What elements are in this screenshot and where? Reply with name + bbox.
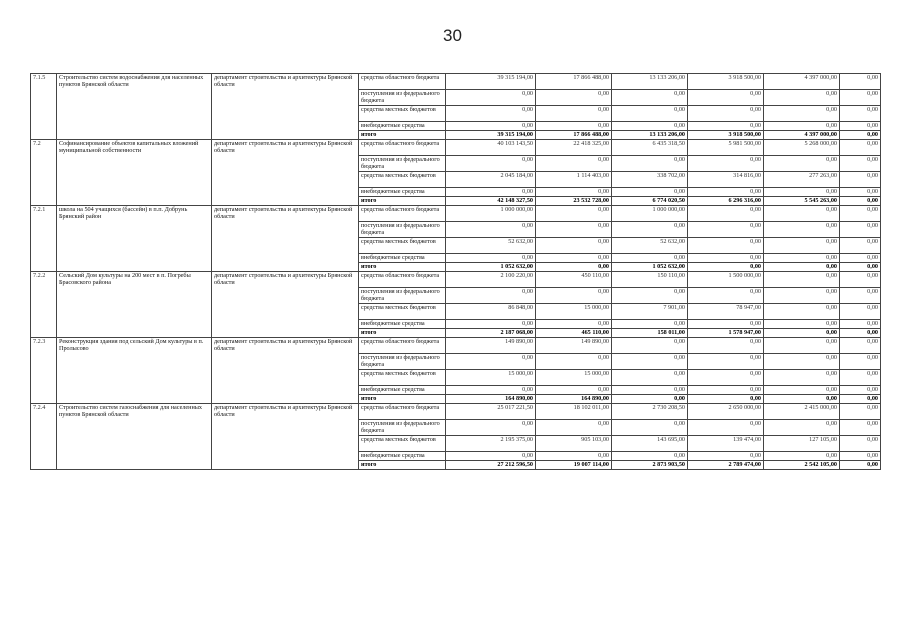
amount-cell: 1 052 632,00 [446, 263, 536, 272]
funding-source: внебюджетные средства [359, 122, 446, 131]
amount-cell: 2 789 474,00 [688, 461, 764, 470]
funding-source: средства областного бюджета [359, 140, 446, 156]
responsible-department: департамент строительства и архитектуры Брянской области [212, 404, 359, 470]
amount-cell: 0,00 [764, 329, 840, 338]
amount-cell: 0,00 [446, 106, 536, 122]
amount-cell: 0,00 [688, 122, 764, 131]
funding-source: средства местных бюджетов [359, 238, 446, 254]
amount-cell: 0,00 [446, 188, 536, 197]
funding-source: средства областного бюджета [359, 272, 446, 288]
amount-cell: 0,00 [612, 156, 688, 172]
amount-cell: 0,00 [688, 420, 764, 436]
funding-source: внебюджетные средства [359, 254, 446, 263]
amount-cell: 86 848,00 [446, 304, 536, 320]
amount-cell: 0,00 [764, 206, 840, 222]
funding-source: средства областного бюджета [359, 74, 446, 90]
amount-cell: 17 866 488,00 [536, 131, 612, 140]
funding-source: внебюджетные средства [359, 320, 446, 329]
amount-cell: 0,00 [536, 386, 612, 395]
amount-cell: 0,00 [764, 263, 840, 272]
project-name: Строительство систем водоснабжения для населенных пунктов Брянской области [57, 74, 212, 140]
amount-cell: 0,00 [536, 156, 612, 172]
amount-cell: 2 415 000,00 [764, 404, 840, 420]
amount-cell: 0,00 [612, 338, 688, 354]
amount-cell: 164 890,00 [536, 395, 612, 404]
amount-cell: 0,00 [688, 395, 764, 404]
amount-cell: 0,00 [536, 206, 612, 222]
amount-cell: 0,00 [688, 320, 764, 329]
amount-cell: 0,00 [840, 172, 881, 188]
amount-cell: 15 000,00 [536, 304, 612, 320]
amount-cell: 0,00 [536, 122, 612, 131]
project-name: Сельский Дом культуры на 200 мест в п. Погребы Брасовского района [57, 272, 212, 338]
amount-cell: 0,00 [840, 452, 881, 461]
amount-cell: 0,00 [764, 188, 840, 197]
amount-cell: 0,00 [840, 263, 881, 272]
amount-cell: 0,00 [612, 452, 688, 461]
amount-cell: 0,00 [764, 238, 840, 254]
amount-cell: 0,00 [446, 452, 536, 461]
amount-cell: 40 103 143,50 [446, 140, 536, 156]
amount-cell: 0,00 [764, 222, 840, 238]
amount-cell: 0,00 [840, 206, 881, 222]
amount-cell: 0,00 [612, 395, 688, 404]
amount-cell: 0,00 [536, 420, 612, 436]
amount-cell: 0,00 [840, 222, 881, 238]
funding-source: поступления из федерального бюджета [359, 354, 446, 370]
amount-cell: 0,00 [840, 272, 881, 288]
amount-cell: 0,00 [446, 122, 536, 131]
amount-cell: 0,00 [446, 254, 536, 263]
amount-cell: 0,00 [688, 188, 764, 197]
table-row [31, 140, 881, 156]
amount-cell: 0,00 [840, 140, 881, 156]
funding-source: итого [359, 131, 446, 140]
amount-cell: 0,00 [536, 254, 612, 263]
amount-cell: 0,00 [764, 122, 840, 131]
amount-cell: 0,00 [688, 156, 764, 172]
funding-source: итого [359, 329, 446, 338]
amount-cell: 149 890,00 [446, 338, 536, 354]
amount-cell: 0,00 [612, 370, 688, 386]
amount-cell: 0,00 [764, 420, 840, 436]
project-name: Строительство систем газоснабжения для населенных пунктов Брянской области [57, 404, 212, 470]
project-name: школа на 504 учащихся (бассейн) в п.п. Добрунь Брянский район [57, 206, 212, 272]
amount-cell: 0,00 [840, 304, 881, 320]
amount-cell: 0,00 [840, 188, 881, 197]
amount-cell: 0,00 [612, 90, 688, 106]
amount-cell: 0,00 [688, 263, 764, 272]
amount-cell: 1 578 947,00 [688, 329, 764, 338]
amount-cell: 0,00 [688, 386, 764, 395]
amount-cell: 1 114 403,00 [536, 172, 612, 188]
amount-cell: 0,00 [688, 238, 764, 254]
amount-cell: 3 918 500,00 [688, 74, 764, 90]
project-name: Софинансирование объектов капитальных вложений муниципальной собственности [57, 140, 212, 206]
amount-cell: 2 730 208,50 [612, 404, 688, 420]
funding-source: внебюджетные средства [359, 386, 446, 395]
amount-cell: 0,00 [446, 320, 536, 329]
funding-source: средства местных бюджетов [359, 172, 446, 188]
amount-cell: 0,00 [688, 370, 764, 386]
amount-cell: 149 890,00 [536, 338, 612, 354]
amount-cell: 0,00 [840, 238, 881, 254]
amount-cell: 0,00 [840, 197, 881, 206]
amount-cell: 0,00 [764, 106, 840, 122]
amount-cell: 0,00 [840, 395, 881, 404]
amount-cell: 0,00 [446, 420, 536, 436]
amount-cell: 0,00 [840, 461, 881, 470]
amount-cell: 0,00 [840, 288, 881, 304]
amount-cell: 0,00 [446, 288, 536, 304]
funding-source: итого [359, 197, 446, 206]
funding-source: итого [359, 263, 446, 272]
amount-cell: 2 187 068,00 [446, 329, 536, 338]
amount-cell: 0,00 [612, 122, 688, 131]
amount-cell: 0,00 [840, 329, 881, 338]
responsible-department: департамент строительства и архитектуры Брянской области [212, 74, 359, 140]
amount-cell: 5 268 000,00 [764, 140, 840, 156]
amount-cell: 139 474,00 [688, 436, 764, 452]
amount-cell: 52 632,00 [446, 238, 536, 254]
amount-cell: 314 816,00 [688, 172, 764, 188]
funding-source: поступления из федерального бюджета [359, 90, 446, 106]
amount-cell: 0,00 [764, 90, 840, 106]
funding-source: поступления из федерального бюджета [359, 420, 446, 436]
amount-cell: 0,00 [536, 263, 612, 272]
amount-cell: 6 296 316,00 [688, 197, 764, 206]
project-code: 7.2.3 [31, 338, 57, 404]
amount-cell: 1 052 632,00 [612, 263, 688, 272]
amount-cell: 0,00 [612, 222, 688, 238]
amount-cell: 4 397 000,00 [764, 74, 840, 90]
amount-cell: 158 011,00 [612, 329, 688, 338]
amount-cell: 1 500 000,00 [688, 272, 764, 288]
table-row [31, 404, 881, 420]
funding-source: средства областного бюджета [359, 206, 446, 222]
funding-source: итого [359, 395, 446, 404]
amount-cell: 905 103,00 [536, 436, 612, 452]
amount-cell: 0,00 [688, 206, 764, 222]
budget-table-body [31, 74, 881, 470]
amount-cell: 0,00 [446, 354, 536, 370]
amount-cell: 0,00 [688, 106, 764, 122]
amount-cell: 15 000,00 [446, 370, 536, 386]
amount-cell: 0,00 [764, 272, 840, 288]
amount-cell: 0,00 [764, 338, 840, 354]
funding-source: итого [359, 461, 446, 470]
budget-table [30, 73, 881, 470]
funding-source: внебюджетные средства [359, 452, 446, 461]
amount-cell: 164 890,00 [446, 395, 536, 404]
table-row [31, 272, 881, 288]
amount-cell: 4 397 000,00 [764, 131, 840, 140]
amount-cell: 42 148 327,50 [446, 197, 536, 206]
project-name: Реконструкция здания под сельский Дом культуры в п. Пролысово [57, 338, 212, 404]
amount-cell: 0,00 [840, 320, 881, 329]
amount-cell: 0,00 [840, 370, 881, 386]
amount-cell: 0,00 [840, 404, 881, 420]
amount-cell: 15 000,00 [536, 370, 612, 386]
funding-source: внебюджетные средства [359, 188, 446, 197]
amount-cell: 277 263,00 [764, 172, 840, 188]
amount-cell: 0,00 [536, 452, 612, 461]
amount-cell: 143 695,00 [612, 436, 688, 452]
funding-source: поступления из федерального бюджета [359, 222, 446, 238]
funding-source: поступления из федерального бюджета [359, 156, 446, 172]
amount-cell: 0,00 [688, 254, 764, 263]
funding-source: средства местных бюджетов [359, 304, 446, 320]
amount-cell: 0,00 [688, 338, 764, 354]
amount-cell: 450 110,00 [536, 272, 612, 288]
amount-cell: 0,00 [612, 188, 688, 197]
responsible-department: департамент строительства и архитектуры Брянской области [212, 206, 359, 272]
amount-cell: 0,00 [536, 90, 612, 106]
amount-cell: 0,00 [536, 320, 612, 329]
amount-cell: 0,00 [536, 188, 612, 197]
table-row [31, 74, 881, 90]
amount-cell: 13 133 206,00 [612, 131, 688, 140]
amount-cell: 127 105,00 [764, 436, 840, 452]
amount-cell: 0,00 [446, 90, 536, 106]
amount-cell: 0,00 [612, 386, 688, 395]
amount-cell: 0,00 [840, 338, 881, 354]
amount-cell: 6 774 020,50 [612, 197, 688, 206]
amount-cell: 0,00 [612, 320, 688, 329]
amount-cell: 0,00 [688, 288, 764, 304]
amount-cell: 0,00 [840, 122, 881, 131]
amount-cell: 0,00 [688, 222, 764, 238]
project-code: 7.1.5 [31, 74, 57, 140]
amount-cell: 0,00 [764, 370, 840, 386]
amount-cell: 0,00 [612, 254, 688, 263]
funding-source: поступления из федерального бюджета [359, 288, 446, 304]
amount-cell: 0,00 [688, 90, 764, 106]
amount-cell: 0,00 [840, 386, 881, 395]
amount-cell: 78 947,00 [688, 304, 764, 320]
amount-cell: 5 981 500,00 [688, 140, 764, 156]
amount-cell: 39 315 194,00 [446, 131, 536, 140]
responsible-department: департамент строительства и архитектуры Брянской области [212, 338, 359, 404]
amount-cell: 2 873 903,50 [612, 461, 688, 470]
amount-cell: 0,00 [840, 156, 881, 172]
amount-cell: 0,00 [764, 354, 840, 370]
amount-cell: 0,00 [840, 131, 881, 140]
amount-cell: 1 000 000,00 [612, 206, 688, 222]
amount-cell: 0,00 [536, 106, 612, 122]
amount-cell: 0,00 [612, 420, 688, 436]
amount-cell: 0,00 [688, 354, 764, 370]
amount-cell: 0,00 [536, 238, 612, 254]
amount-cell: 7 901,00 [612, 304, 688, 320]
amount-cell: 0,00 [764, 288, 840, 304]
amount-cell: 0,00 [840, 436, 881, 452]
funding-source: средства местных бюджетов [359, 106, 446, 122]
table-row [31, 206, 881, 222]
amount-cell: 0,00 [764, 320, 840, 329]
amount-cell: 338 702,00 [612, 172, 688, 188]
amount-cell: 0,00 [840, 354, 881, 370]
funding-source: средства областного бюджета [359, 404, 446, 420]
amount-cell: 2 100 220,00 [446, 272, 536, 288]
amount-cell: 5 545 263,00 [764, 197, 840, 206]
amount-cell: 3 918 500,00 [688, 131, 764, 140]
table-row [31, 338, 881, 354]
amount-cell: 0,00 [840, 420, 881, 436]
amount-cell: 0,00 [764, 304, 840, 320]
amount-cell: 23 532 728,00 [536, 197, 612, 206]
amount-cell: 52 632,00 [612, 238, 688, 254]
amount-cell: 150 110,00 [612, 272, 688, 288]
amount-cell: 0,00 [840, 106, 881, 122]
amount-cell: 0,00 [536, 354, 612, 370]
amount-cell: 13 133 206,00 [612, 74, 688, 90]
amount-cell: 2 045 184,00 [446, 172, 536, 188]
funding-source: средства местных бюджетов [359, 436, 446, 452]
amount-cell: 0,00 [764, 254, 840, 263]
amount-cell: 25 017 221,50 [446, 404, 536, 420]
amount-cell: 2 195 375,00 [446, 436, 536, 452]
amount-cell: 27 212 596,50 [446, 461, 536, 470]
funding-source: средства местных бюджетов [359, 370, 446, 386]
amount-cell: 0,00 [688, 452, 764, 461]
amount-cell: 17 866 488,00 [536, 74, 612, 90]
amount-cell: 2 542 105,00 [764, 461, 840, 470]
amount-cell: 6 435 318,50 [612, 140, 688, 156]
amount-cell: 0,00 [764, 452, 840, 461]
amount-cell: 0,00 [536, 288, 612, 304]
amount-cell: 0,00 [612, 106, 688, 122]
amount-cell: 0,00 [764, 395, 840, 404]
page-number: 30 [443, 26, 462, 45]
amount-cell: 0,00 [446, 222, 536, 238]
amount-cell: 0,00 [840, 254, 881, 263]
funding-source: средства областного бюджета [359, 338, 446, 354]
amount-cell: 0,00 [612, 354, 688, 370]
amount-cell: 465 110,00 [536, 329, 612, 338]
responsible-department: департамент строительства и архитектуры Брянской области [212, 140, 359, 206]
amount-cell: 0,00 [446, 156, 536, 172]
amount-cell: 2 650 000,00 [688, 404, 764, 420]
amount-cell: 0,00 [612, 288, 688, 304]
responsible-department: департамент строительства и архитектуры Брянской области [212, 272, 359, 338]
project-code: 7.2.1 [31, 206, 57, 272]
amount-cell: 0,00 [446, 386, 536, 395]
project-code: 7.2 [31, 140, 57, 206]
amount-cell: 22 418 325,00 [536, 140, 612, 156]
amount-cell: 0,00 [840, 74, 881, 90]
amount-cell: 18 102 011,00 [536, 404, 612, 420]
project-code: 7.2.4 [31, 404, 57, 470]
project-code: 7.2.2 [31, 272, 57, 338]
amount-cell: 1 000 000,00 [446, 206, 536, 222]
amount-cell: 39 315 194,00 [446, 74, 536, 90]
amount-cell: 0,00 [536, 222, 612, 238]
amount-cell: 0,00 [764, 386, 840, 395]
amount-cell: 19 007 114,00 [536, 461, 612, 470]
amount-cell: 0,00 [840, 90, 881, 106]
amount-cell: 0,00 [764, 156, 840, 172]
